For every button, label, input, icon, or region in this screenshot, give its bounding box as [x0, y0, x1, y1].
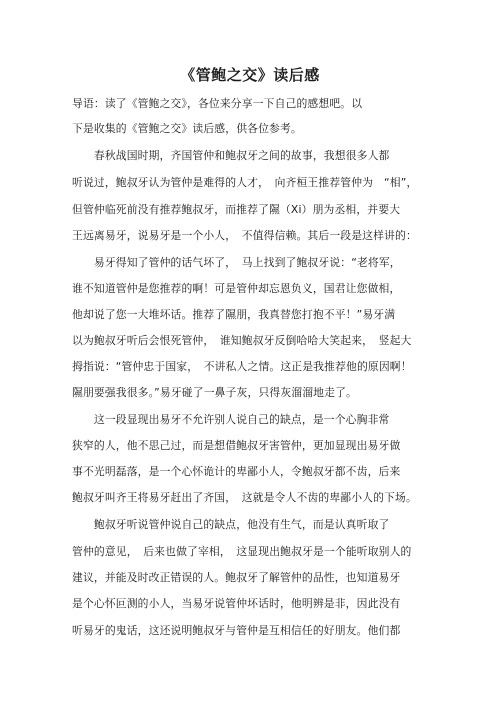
text-line: 管仲的意见， 后来也做了宰相， 这显现出鲍叔牙是一个能听取别人的 [72, 545, 412, 558]
text-line: 狭窄的人，他不思己过，而是想借鲍叔牙害管仲，更加显现出易牙做 [72, 439, 401, 452]
text-line: 他却说了您一大堆坏话。推荐了隰朋，我真替您打抱不平！”易牙满 [72, 308, 396, 321]
text-line: 听易牙的鬼话，这还说明鲍叔牙与管仲是互相信任的好朋友。他们都 [72, 624, 401, 637]
text-line: 谁不知道管仲是您推荐的啊！可是管仲却忘恩负义，国君让您做相， [72, 282, 401, 295]
text-line: 是个心怀叵测的小人，当易牙说管仲坏话时，他明辨是非，因此没有 [72, 597, 401, 610]
text-line: 以为鲍叔牙听后会恨死管仲， 谁知鲍叔牙反倒哈哈大笑起来， 竖起大 [72, 334, 412, 347]
text-line: 听说过，鲍叔牙认为管仲是难得的人才， 向齐桓王推荐管仲为 “相”， [72, 176, 418, 189]
text-line: 鲍叔牙叫齐王将易牙赶出了齐国， 这就是令人不齿的卑鄙小人的下场。 [72, 491, 417, 504]
text-line: 但管仲临死前没有推荐鲍叔牙，而推荐了隰（Xi）朋为丞相，并要大 [72, 203, 401, 216]
text-line: 建议，并能及时改正错误的人。鲍叔牙了解管仲的品性，也知道易牙 [72, 571, 401, 584]
text-line: 隰朋要强我很多。”易牙碰了一鼻子灰，只得灰溜溜地走了。 [72, 386, 357, 399]
text-line: 易牙得知了管仲的话气坏了， 马上找到了鲍叔牙说：“老将军， [72, 256, 401, 269]
text-line: 鲍叔牙听说管仲说自己的缺点，他没有生气，而是认真听取了 [72, 518, 390, 531]
text-line: 这一段显现出易牙不允许别人说自己的缺点，是一个心胸非常 [72, 413, 390, 426]
text-line: 导语：读了《管鲍之交》，各位来分享一下自己的感想吧。以 [72, 97, 363, 110]
text-line: 事不光明磊落，是一个心怀诡计的卑鄙小人，令鲍叔牙都不齿，后来 [72, 465, 401, 478]
document-title: 《管鲍之交》读后感 [180, 66, 320, 84]
text-line: 春秋战国时期，齐国管仲和鲍叔牙之间的故事，我想很多人都 [72, 149, 390, 162]
text-line: 王远离易牙，说易牙是一个小人， 不值得信赖。其后一段是这样讲的： [72, 229, 417, 242]
text-line: 拇指说：“管仲忠于国家， 不讲私人之情。这正是我推荐他的原因啊！ [72, 360, 412, 373]
text-line: 下是收集的《管鲍之交》读后感，供各位参考。 [72, 122, 302, 135]
